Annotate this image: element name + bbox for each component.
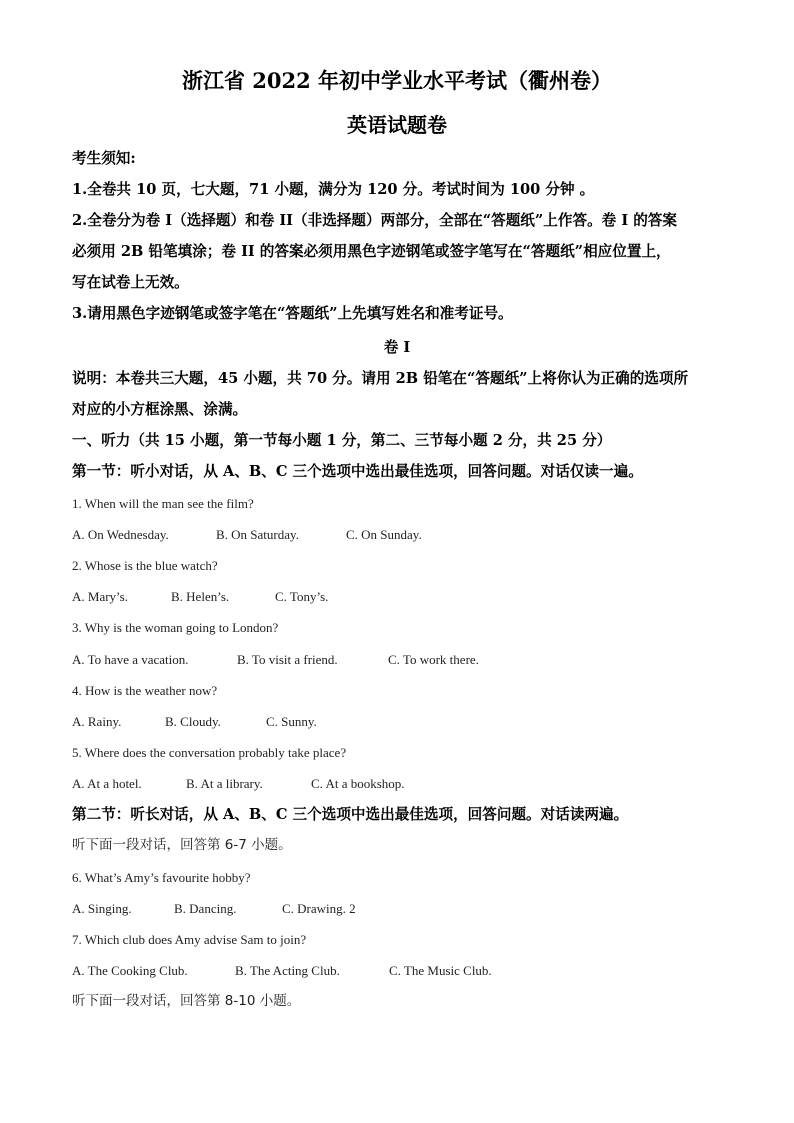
notice-item-2-line-1: 2.全卷分为卷 I（选择题）和卷 II（非选择题）两部分，全部在“答题纸”上作答。卷 I 的答案 [72,212,678,229]
option-c[interactable]: C. Drawing. 2 [282,901,356,916]
question-6-options [72,902,356,915]
question-4-options [72,715,317,728]
option-b[interactable]: B. At a library. [186,776,263,791]
option-b[interactable]: B. Cloudy. [165,714,221,729]
part-1-desc-line-2: 对应的小方框涂黑、涂满。 [72,401,248,418]
question-5-options [72,777,405,790]
question-2-options [72,590,328,603]
part-1-desc-line-1: 说明：本卷共三大题，45 小题，共 70 分。请用 2B 铅笔在“答题纸”上将你认为正确的选项所 [72,370,689,387]
question-1-options [72,528,422,541]
notice-item-1: 1.全卷共 10 页，七大题，71 小题，满分为 120 分。考试时间为 100 分钟 。 [72,181,595,198]
section-1-instruction: 第一节：听小对话，从 A、B、C 三个选项中选出最佳选项，回答问题。对话仅读一遍。 [72,463,643,480]
option-a[interactable]: A. At a hotel. [72,776,142,791]
option-b[interactable]: B. The Acting Club. [235,963,340,978]
option-a[interactable]: A. On Wednesday. [72,527,169,542]
option-a[interactable]: A. Rainy. [72,714,122,729]
option-a[interactable]: A. To have a vacation. [72,652,189,667]
option-c[interactable]: C. Sunny. [266,714,317,729]
option-b[interactable]: B. To visit a friend. [237,652,338,667]
option-b[interactable]: B. Helen’s. [171,589,230,604]
dialogue-instruction-8-10: 听下面一段对话，回答第 8-10 小题。 [72,993,301,1009]
option-c[interactable]: C. The Music Club. [389,963,492,978]
option-c[interactable]: C. Tony’s. [275,589,329,604]
question-3-options [72,653,479,666]
notice-heading: 考生须知: [72,150,136,167]
option-b[interactable]: B. Dancing. [174,901,237,916]
notice-item-2-line-2: 必须用 2B 铅笔填涂；卷 II 的答案必须用黑色字迹钢笔或签字笔写在“答题纸”相应位置上， [72,243,671,260]
question-1: 1. When will the man see the film? [72,496,254,511]
question-7: 7. Which club does Amy advise Sam to join? [72,932,307,947]
question-2: 2. Whose is the blue watch? [72,558,218,573]
option-a[interactable]: A. Singing. [72,901,132,916]
option-c[interactable]: C. On Sunday. [346,527,422,542]
dialogue-instruction-6-7: 听下面一段对话，回答第 6-7 小题。 [72,837,292,853]
question-7-options [72,964,492,977]
option-a[interactable]: A. Mary’s. [72,589,128,604]
option-b[interactable]: B. On Saturday. [216,527,299,542]
exam-subtitle: 英语试题卷 [347,113,447,137]
option-c[interactable]: C. At a bookshop. [311,776,405,791]
exam-title: 浙江省 2022 年初中学业水平考试（衢州卷） [181,68,613,93]
question-5: 5. Where does the conversation probably take place? [72,745,347,760]
question-6: 6. What’s Amy’s favourite hobby? [72,870,251,885]
question-3: 3. Why is the woman going to London? [72,620,279,635]
option-a[interactable]: A. The Cooking Club. [72,963,188,978]
option-c[interactable]: C. To work there. [388,652,479,667]
section-2-instruction: 第二节：听长对话，从 A、B、C 三个选项中选出最佳选项，回答问题。对话读两遍。 [72,806,629,823]
notice-item-2-line-3: 写在试卷上无效。 [72,274,189,291]
question-4: 4. How is the weather now? [72,683,218,698]
part-1-title: 卷 I [383,339,411,356]
notice-item-3: 3.请用黑色字迹钢笔或签字笔在“答题纸”上先填写姓名和准考证号。 [72,305,513,322]
listening-heading: 一、听力（共 15 小题，第一节每小题 1 分，第二、三节每小题 2 分，共 25 分） [72,432,612,449]
